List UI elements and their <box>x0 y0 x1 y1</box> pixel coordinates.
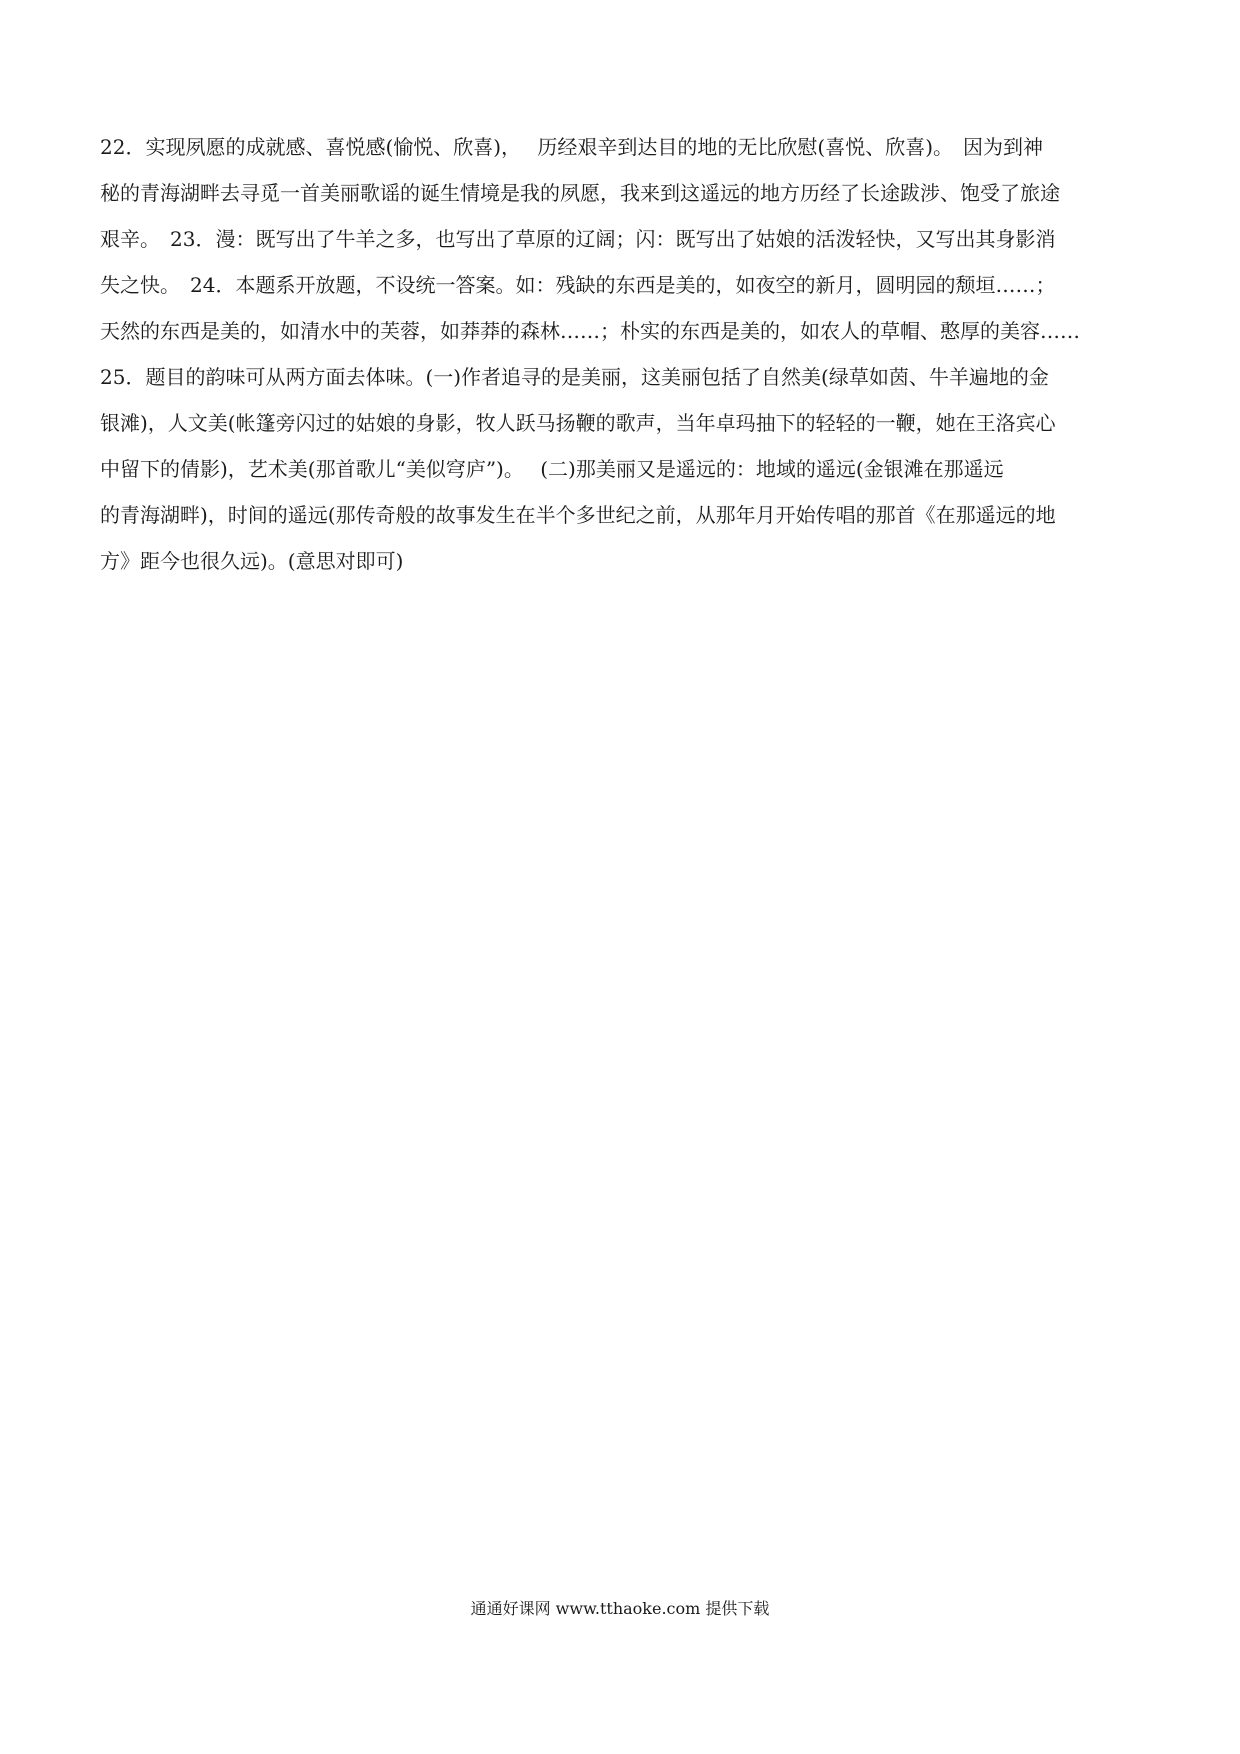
answer-text: 失之快。 24．本题系开放题，不设统一答案。如：残缺的东西是美的，如夜空的新月，圆明园的颓垣……； <box>100 273 1056 297</box>
answer-text: 天然的东西是美的，如清水中的芙蓉，如莽莽的森林……；朴实的东西是美的，如农人的草帽、憨厚的美容…… <box>100 319 1080 343</box>
page-footer: 通通好课网 www.tthaoke.com 提供下载 <box>470 1599 770 1618</box>
answer-line-4 <box>100 262 1140 308</box>
answer-text: 的青海湖畔)，时间的遥远(那传奇般的故事发生在半个多世纪之前，从那年月开始传唱的那首《在那遥远的地 <box>100 503 1056 527</box>
answer-line-5 <box>100 308 1140 354</box>
answer-line-2 <box>100 170 1140 216</box>
answer-line-9 <box>100 492 1140 538</box>
answer-text: 中留下的倩影)，艺术美(那首歌儿“美似穹庐”)。 (二)那美丽又是遥远的：地域的遥远(金银滩在那遥远 <box>100 457 1004 481</box>
answer-text: 方》距今也很久远)。(意思对即可) <box>100 549 404 573</box>
answer-line-10 <box>100 538 1140 584</box>
answer-line-3 <box>100 216 1140 262</box>
answer-text: 艰辛。 23．漫：既写出了牛羊之多，也写出了草原的辽阔；闪：既写出了姑娘的活泼轻快，又写出其身影消 <box>100 227 1056 251</box>
answer-line-8 <box>100 446 1140 492</box>
answer-text: 22．实现夙愿的成就感、喜悦感(愉悦、欣喜)， 历经艰辛到达目的地的无比欣慰(喜悦、欣喜)。 因为到神 <box>100 135 1044 159</box>
answer-line-1 <box>100 124 1140 170</box>
answer-line-6 <box>100 354 1140 400</box>
answer-text: 秘的青海湖畔去寻觅一首美丽歌谣的诞生情境是我的夙愿，我来到这遥远的地方历经了长途跋涉、饱受了旅途 <box>100 181 1060 205</box>
answer-section <box>100 124 1140 584</box>
answer-text: 25．题目的韵味可从两方面去体味。(一)作者追寻的是美丽，这美丽包括了自然美(绿草如茵、牛羊遍地的金 <box>100 365 1049 389</box>
answer-line-7 <box>100 400 1140 446</box>
answer-text: 银滩)，人文美(帐篷旁闪过的姑娘的身影，牧人跃马扬鞭的歌声，当年卓玛抽下的轻轻的一鞭，她在王洛宾心 <box>100 411 1056 435</box>
